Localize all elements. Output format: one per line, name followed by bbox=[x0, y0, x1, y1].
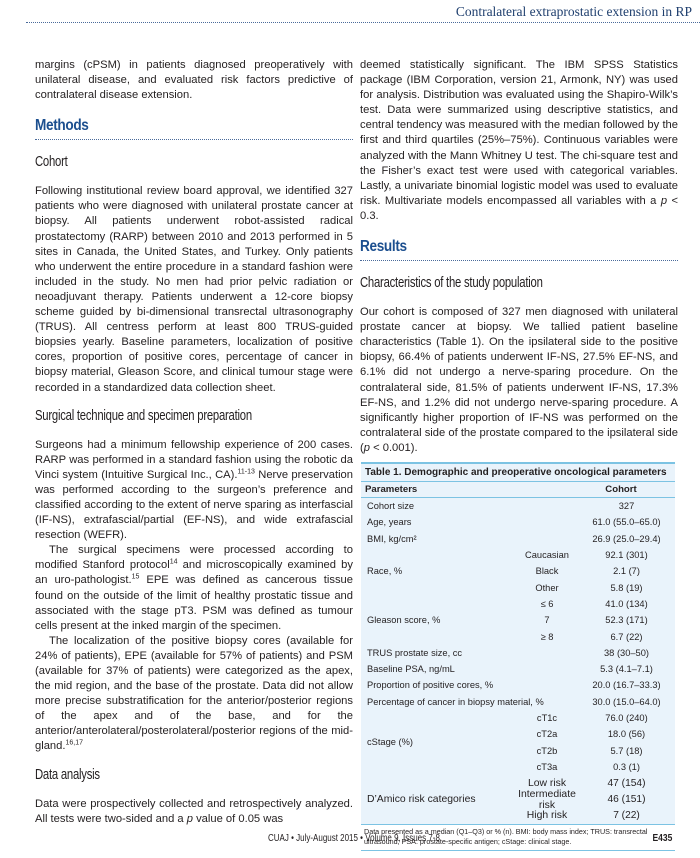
page-number: E435 bbox=[652, 833, 672, 844]
surgical-heading: Surgical technique and specimen preparation bbox=[35, 407, 252, 424]
table-row: BMI, kg/cm² 26.9 (25.0–29.4) bbox=[367, 533, 661, 544]
table-1 bbox=[361, 462, 675, 851]
table-row: Other 5.8 (19) bbox=[535, 582, 643, 593]
table-row: Proportion of positive cores, % 20.0 (16.7–33.3) bbox=[367, 680, 661, 691]
methods-heading: Methods bbox=[35, 117, 89, 135]
data-analysis-heading: Data analysis bbox=[35, 766, 100, 783]
table-row: Black 2.1 (7) bbox=[535, 566, 640, 577]
left-column bbox=[35, 58, 353, 827]
surgical-paragraph-2: The surgical specimens were processed according to modified Stanford protocol$^{14}$ and microscopically examined by an uro-pathologist.$^{15}$ EPE was defined as cancerous tissue found on the outside of the limit of healthy prostatic tissue and associated with the stage pT3. PSM was defined as tumour cells present at the inked margin of the specimen. bbox=[35, 544, 353, 632]
table-row: 7 52.3 (171) bbox=[544, 615, 648, 626]
table-row: Cohort size 327 bbox=[367, 501, 635, 512]
right-column bbox=[360, 58, 678, 456]
results-divider bbox=[360, 260, 678, 261]
table-footnote: Data presented as a median (Q1–Q3) or % (n). BMI: body mass index; TRUS: transrectal ultrasound; PSA: prostate-specific antigen; cStage: clinical stage. bbox=[361, 824, 675, 851]
column-header-cohort: Cohort bbox=[605, 484, 637, 495]
table-group-gleason: Gleason score, % ≤ 6 41.0 (134) 7 52.3 (171) ≥ 8 6.7 (22) bbox=[361, 596, 675, 645]
table-row: TRUS prostate size, cc 38 (30–50) bbox=[367, 647, 649, 658]
citation-ref: 14 bbox=[169, 558, 178, 566]
results-heading: Results bbox=[360, 238, 407, 256]
table-row: Intermediate risk 46 (151) bbox=[518, 788, 646, 811]
header-divider bbox=[26, 22, 700, 23]
table-row: cT2b 5.7 (18) bbox=[536, 745, 643, 756]
surgical-paragraph-1: Surgeons had a minimum fellowship experience of 200 cases. RARP was performed in a standard fashion using the robotic da Vinci system (Intuitive Surgical Inc., CA).$^{11-13}$ Nerve preservation was performed according to the surgeon’s preference and classified according to the extent of nerve sparing as interfascial (IF-NS), extrafascial/partial (EF-NS), and wide extrafascial resection (WEFR). bbox=[35, 438, 353, 542]
table-row: ≤ 6 41.0 (134) bbox=[540, 598, 648, 609]
table-row: Baseline PSA, ng/mL 5.3 (4.1–7.1) bbox=[367, 664, 653, 675]
data-analysis-paragraph: Data were prospectively collected and retrospectively analyzed. All tests were two-sided and a p value of 0.05 was bbox=[35, 797, 353, 825]
table-group-cstage: cStage (%) cT1c 76.0 (240) cT2a 18.0 (56) cT2b 5.7 (18) cT3a 0.3 (1) bbox=[361, 710, 675, 775]
table-row: Age, years 61.0 (55.0–65.0) bbox=[367, 517, 661, 528]
table-title: Table 1. Demographic and preoperative oncological parameters bbox=[361, 464, 675, 482]
characteristics-heading: Characteristics of the study population bbox=[360, 275, 543, 292]
citation-ref: 15 bbox=[131, 573, 140, 581]
table-row: Low risk 47 (154) bbox=[527, 777, 646, 789]
intro-paragraph: margins (cPSM) in patients diagnosed preoperatively with unilateral disease, and evaluated risk factors predictive of contralateral disease extension. bbox=[35, 59, 353, 102]
table-row: cT3a 0.3 (1) bbox=[536, 761, 640, 772]
data-analysis-continued: deemed statistically significant. The IBM SPSS Statistics package (IBM Corporation, version 21, Armonk, NY) was used for analysis. Distribution was evaluated using the Shapiro-Wilk’s test. Data were summarized using descriptive statistics, and central tendency was measured with the median followed by the first and third quartiles (25%–75%). Continuous variables were analyzed with the Mann Whitney U test. The chi-square test and the Fisher’s exact test were used with categorical variables. Lastly, a univariate binomial logistic model was used to evaluate risk. Multivariate models encompassed all variables with a p < 0.3. bbox=[360, 59, 678, 222]
column-header-parameters: Parameters bbox=[365, 484, 418, 495]
citation-ref: 11-13 bbox=[237, 468, 255, 476]
table-header-row bbox=[361, 482, 675, 498]
running-title: Contralateral extraprostatic extension in RP bbox=[455, 4, 692, 19]
table-row: Percentage of cancer in biopsy material, % 30.0 (15.0–64.0) bbox=[367, 696, 661, 707]
results-paragraph: Our cohort is composed of 327 men diagnosed with unilateral prostate cancer at biopsy. We tallied patient baseline characteristics (Table 1). On the ipsilateral side to the positive biopsy, 66.4% of patients underwent IF-NS, 27.5% EF-NS, and 6.1% did not undergo a nerve-sparing procedure. On the contralateral side, 81.5% of patients underwent IF-NS, 17.3% EF-NS, and 1.2% did not undergo nerve-sparing procedure. A significantly higher proportion of IF-NS was performed on the contralateral side of the prostate compared to the ipsilateral side (p < 0.001). bbox=[360, 306, 678, 454]
cohort-heading: Cohort bbox=[35, 154, 68, 171]
table-row: High risk 7 (22) bbox=[526, 810, 640, 822]
table-row: Caucasian 92.1 (301) bbox=[525, 550, 648, 561]
table-row: cT2a 18.0 (56) bbox=[536, 729, 646, 740]
cohort-paragraph: Following institutional review board approval, we identified 327 patients who were diagnosed with unilateral prostate cancer at biopsy. All patients underwent robot-assisted radical prostatectomy (RARP) between 2010 and 2013 performed in 5 sites in Canada, the United States, and Turkey. Only patients who underwent the entire procedure in a standard fashion were included in the study. No men had prior pelvic radiation or neoadjuvant therapy. Patients underwent a 12-core biopsy scheme guided by bi-dimensional transrectal ultrasonography (TRUS). All centress perform at least 800 TRUS-guided biopsies yearly. Baseline parameters, localization of positive cores, proportion of positive cores, percentage of cancer in biopsy material, Gleason Score, and clinical tumour stage were recorded in a standardized data collection sheet. bbox=[35, 185, 353, 394]
table-row: cT1c 76.0 (240) bbox=[536, 713, 648, 723]
citation-ref: 16,17 bbox=[65, 739, 84, 747]
journal-citation: CUAJ • July-August 2015 • Volume 9, Issues 7-8 bbox=[268, 833, 440, 844]
table-row: ≥ 8 6.7 (22) bbox=[540, 631, 643, 642]
table-group-race: Race, % Caucasian 92.1 (301) Black 2.1 (7) Other 5.8 (19) bbox=[361, 547, 675, 596]
surgical-paragraph-3: The localization of the positive biopsy cores (available for 24% of patients), EPE (available for 57% of patients) and PSM (available for 37% of patients) were categorized as the apex, the mid region, and the base of the prostate. Data did not allow more precise substratification for the anterior/posterior regions of the apex and of the base, and for the anterior/anterolateral/posterolateral/posterior regions of the mid-gland.$^{16,17}$ bbox=[35, 634, 353, 753]
methods-divider bbox=[35, 139, 353, 140]
table-group-damico: D’Amico risk categories Low risk 47 (154) Intermediate risk 46 (151) High risk 7 (22) bbox=[361, 775, 675, 824]
